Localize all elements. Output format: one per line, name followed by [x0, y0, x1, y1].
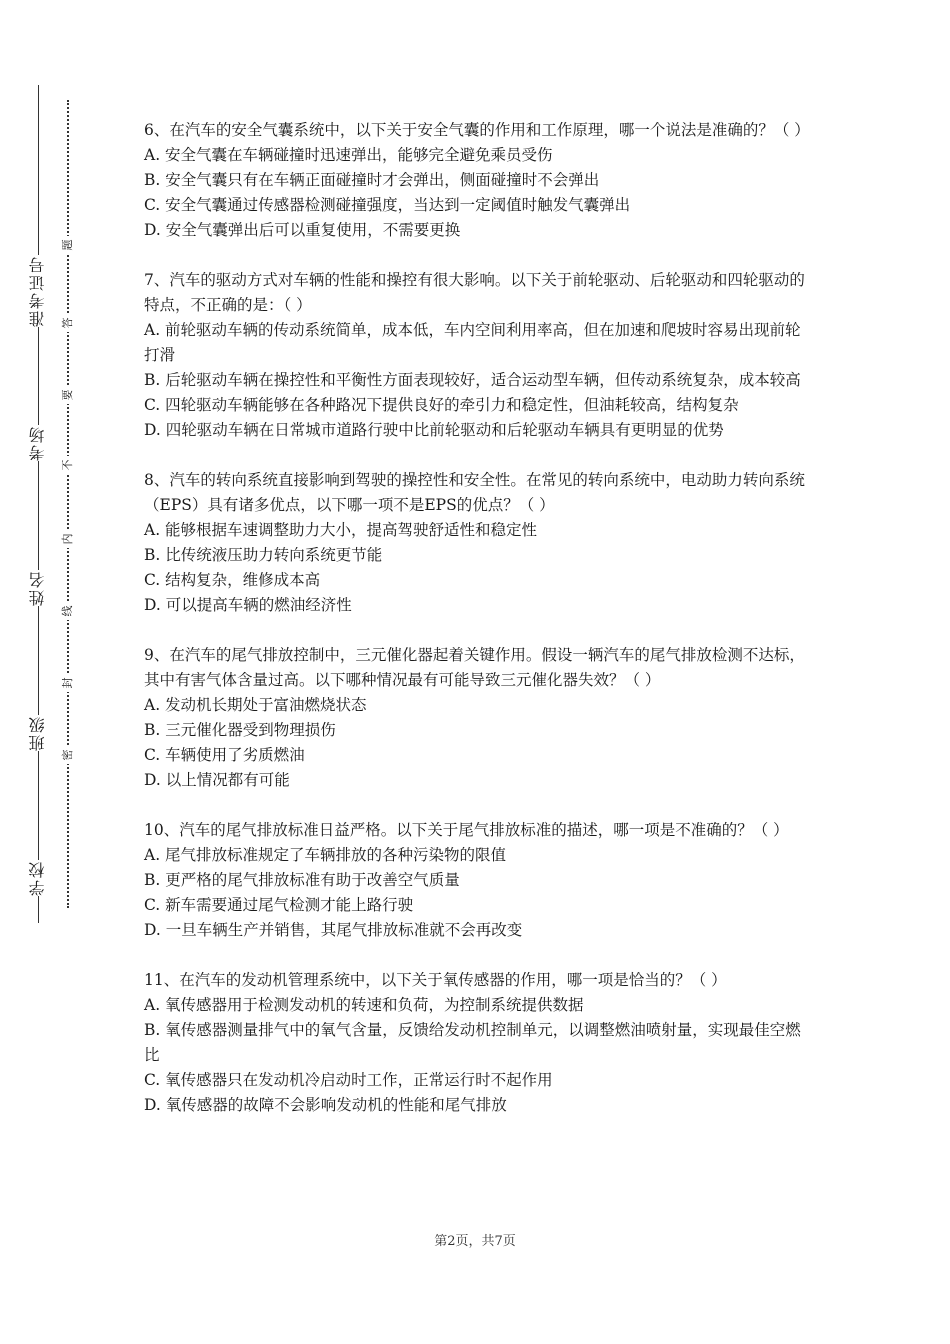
- seal-char: 封: [61, 674, 75, 692]
- question-stem: 7、汽车的驱动方式对车辆的性能和操控有很大影响。以下关于前轮驱动、后轮驱动和四轮驱动的特点，不正确的是：（ ）: [144, 271, 805, 314]
- binding-solid-line: [38, 85, 39, 923]
- option-b: B. 氧传感器测量排气中的氧气含量，反馈给发动机控制单元，以调整燃油喷射量，实现最佳空燃比: [144, 1021, 801, 1064]
- question-9: [144, 643, 816, 793]
- option-b: B. 三元催化器受到物理损伤: [144, 721, 336, 739]
- question-stem: 11、在汽车的发动机管理系统中，以下关于氧传感器的作用，哪一项是恰当的？（ ）: [144, 971, 727, 989]
- question-8: [144, 468, 816, 618]
- option-a: A. 能够根据车速调整助力大小，提高驾驶舒适性和稳定性: [144, 521, 538, 539]
- option-b: B. 安全气囊只有在车辆正面碰撞时才会弹出，侧面碰撞时不会弹出: [144, 171, 600, 189]
- option-c: C. 四轮驱动车辆能够在各种路况下提供良好的牵引力和稳定性，但油耗较高，结构复杂: [144, 396, 739, 414]
- question-11: [144, 968, 816, 1118]
- question-stem: 10、汽车的尾气排放标准日益严格。以下关于尾气排放标准的描述，哪一项是不准确的？（ ）: [144, 821, 789, 839]
- option-a: A. 氧传感器用于检测发动机的转速和负荷，为控制系统提供数据: [144, 996, 584, 1014]
- field-exam-id-label: 准考证号: [22, 255, 54, 327]
- option-c: C. 车辆使用了劣质燃油: [144, 746, 305, 764]
- option-d: D. 以上情况都有可能: [144, 771, 290, 789]
- option-a: A. 发动机长期处于富油燃烧状态: [144, 696, 367, 714]
- option-d: D. 可以提高车辆的燃油经济性: [144, 596, 352, 614]
- question-6: [144, 118, 816, 243]
- seal-char: 线: [61, 602, 75, 620]
- page-footer: 第2页，共7页: [434, 1234, 516, 1249]
- option-d: D. 安全气囊弹出后可以重复使用，不需要更换: [144, 221, 461, 239]
- field-class-label: 班级: [22, 715, 54, 751]
- question-stem: 9、在汽车的尾气排放控制中，三元催化器起着关键作用。假设一辆汽车的尾气排放检测不达标，其中有害气体含量过高。以下哪种情况最有可能导致三元催化器失效？（ ）: [144, 646, 805, 689]
- seal-char: 不: [61, 456, 75, 474]
- seal-char: 密: [61, 746, 75, 764]
- seal-char: 答: [61, 314, 75, 332]
- question-stem: 6、在汽车的安全气囊系统中，以下关于安全气囊的作用和工作原理，哪一个说法是准确的？（ ）: [144, 121, 810, 139]
- question-10: [144, 818, 816, 943]
- option-d: D. 一旦车辆生产并销售，其尾气排放标准就不会再改变: [144, 921, 523, 939]
- seal-char: 题: [61, 236, 75, 254]
- option-b: B. 比传统液压助力转向系统更节能: [144, 546, 383, 564]
- option-c: C. 结构复杂，维修成本高: [144, 571, 321, 589]
- seal-char: 要: [61, 386, 75, 404]
- field-exam-room-label: 考场: [22, 425, 54, 461]
- option-c: C. 新车需要通过尾气检测才能上路行驶: [144, 896, 414, 914]
- field-school-label: 学校: [22, 860, 54, 896]
- option-a: A. 尾气排放标准规定了车辆排放的各种污染物的限值: [144, 846, 507, 864]
- field-name-label: 姓名: [22, 570, 54, 606]
- option-c: C. 氧传感器只在发动机冷启动时工作，正常运行时不起作用: [144, 1071, 553, 1089]
- option-b: B. 更严格的尾气排放标准有助于改善空气质量: [144, 871, 460, 889]
- option-b: B. 后轮驱动车辆在操控性和平衡性方面表现较好，适合运动型车辆，但传动系统复杂，成本较高: [144, 371, 801, 389]
- option-c: C. 安全气囊通过传感器检测碰撞强度，当达到一定阈值时触发气囊弹出: [144, 196, 631, 214]
- binding-dotted-line: [67, 100, 69, 908]
- option-a: A. 安全气囊在车辆碰撞时迅速弹出，能够完全避免乘员受伤: [144, 146, 553, 164]
- seal-char: 内: [61, 530, 75, 548]
- option-d: D. 氧传感器的故障不会影响发动机的性能和尾气排放: [144, 1096, 507, 1114]
- question-stem: 8、汽车的转向系统直接影响到驾驶的操控性和安全性。在常见的转向系统中，电动助力转向系统（EPS）具有诸多优点，以下哪一项不是EPS的优点？（ ）: [144, 471, 805, 514]
- question-list: [144, 118, 816, 1143]
- option-a: A. 前轮驱动车辆的传动系统简单，成本低，车内空间利用率高，但在加速和爬坡时容易出现前轮打滑: [144, 321, 801, 364]
- option-d: D. 四轮驱动车辆在日常城市道路行驶中比前轮驱动和后轮驱动车辆具有更明显的优势: [144, 421, 724, 439]
- binding-margin: [0, 0, 120, 1344]
- question-7: [144, 268, 816, 443]
